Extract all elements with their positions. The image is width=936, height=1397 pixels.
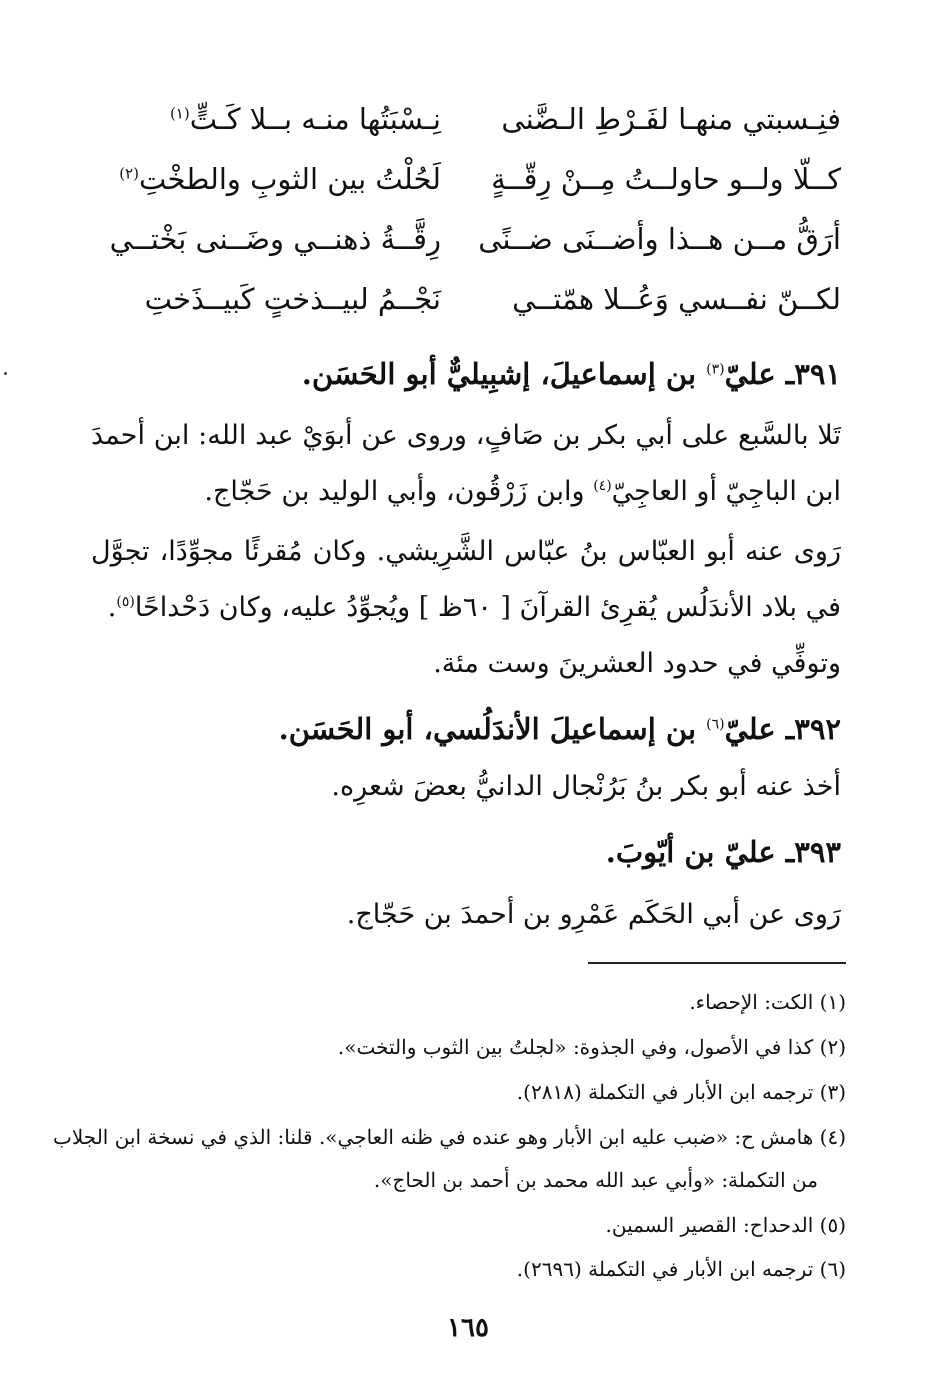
- hemistich-text: لَحُلْتُ بين الثوبِ والطخْتِ: [139, 162, 441, 196]
- verse-first-hemistich: لكــنّ نفــسي وَعُــلا همّتــي: [512, 282, 841, 316]
- hemistich-text: نِـسْبَتُها منـه بــلا كَـتٍّ: [189, 102, 441, 136]
- verse-first-hemistich: فنِـسبتي منهـا لفَـرْطِ الـضَّنى: [501, 102, 841, 136]
- footnote-4: (٤) هامش ح: «ضبب عليه ابن الأبار وهو عنده في ظنه العاجي». قلنا: الذي في نسخة ابن الجلاب: [53, 1125, 846, 1149]
- footnote-marker[interactable]: (١): [169, 104, 190, 123]
- footnote-marker[interactable]: (٢): [119, 164, 139, 183]
- entry-393-text: رَوى عن أبي الحَكَم عَمْرِو بن أحمدَ بن حَجّاج.: [346, 899, 841, 930]
- entry-391-title-rest: بن إسماعيلَ، إشبِيليٌّ أبو الحَسَن.: [301, 357, 707, 391]
- footnote-5: (٥) الدحداح: القصير السمين.: [605, 1213, 846, 1237]
- footnote-2: (٢) كذا في الأصول، وفي الجذوة: «لجلتُ بين الثوب والتخت».: [337, 1035, 846, 1059]
- footnote-marker[interactable]: (٣): [706, 361, 725, 378]
- poem-verse: [121, 95, 841, 155]
- entry-392-number-name: ٣٩٢ـ عليّ: [724, 712, 841, 746]
- entry-392-text: أخذ عنه أبو بكر بنُ بَرُنْجال الدانيُّ بعضَ شعرِه.: [331, 771, 841, 802]
- footnote-marker[interactable]: (٤): [593, 478, 612, 494]
- paragraph-text: وابن زَرْقُون، وأبي الوليد بن حَجّاج.: [204, 476, 594, 507]
- footnote-marker[interactable]: (٦): [706, 716, 725, 733]
- poem: [109, 95, 841, 335]
- scan-margin-mark: [4, 372, 7, 375]
- entry-393-heading: ٣٩٣ـ عليّ بن أيّوبَ.: [605, 835, 841, 869]
- poem-verse: [121, 155, 841, 215]
- footnote-4-continuation: من التكملة: «وأبي عبد الله محمد بن أحمد بن الحاج».: [373, 1168, 818, 1192]
- entry-391-heading: [302, 350, 841, 398]
- poem-verse: [121, 275, 841, 335]
- footnote-separator: [588, 962, 846, 964]
- verse-first-hemistich: أرَقُّ مــن هــذا وأضــنَى ضــنًى: [478, 222, 841, 256]
- verse-second-hemistich: رِقَّــةُ ذهنــي وضَــنى بَخْتــي: [109, 222, 441, 256]
- paragraph-text: تَلا بالسَّبع على أبي بكر بن صَافٍ، وروى عن أبوَيْ عبد الله: ابن أحمدَ ابن الباجِيّ أو العاجِيّ: [91, 420, 841, 507]
- entry-392-title-rest: بن إسماعيلَ الأندَلُسي، أبو الحَسَن.: [278, 712, 707, 746]
- verse-second-hemistich: [119, 155, 441, 203]
- page-number: ١٦٥: [447, 1313, 489, 1343]
- entry-391-number-name: ٣٩١ـ عليّ: [724, 357, 841, 391]
- entry-391-paragraph: [91, 408, 841, 520]
- footnote-6: (٦) ترجمه ابن الأبار في التكملة (٢٦٩٦).: [516, 1257, 846, 1281]
- footnote-3: (٣) ترجمه ابن الأبار في التكملة (٢٨١٨).: [516, 1080, 846, 1104]
- poem-verse: [109, 215, 841, 275]
- verse-second-hemistich: نَجْــمُ لبيــذختٍ كَبيــذَختِ: [144, 282, 441, 316]
- paragraph-text: .: [107, 592, 117, 623]
- verse-second-hemistich: [170, 95, 441, 143]
- entry-391-death-note: وتوفِّي في حدود العشرينَ وست مئة.: [433, 648, 841, 679]
- verse-first-hemistich: كــلّا ولــو حاولــتُ مِــنْ رِقّــةٍ: [491, 162, 841, 196]
- entry-392-heading: [279, 705, 841, 753]
- paragraph-text: رَوى عنه أبو العبّاس بنُ عبّاس الشَّرِيشي. وكان مُقرئًا مجوِّدًا، تجوَّل في بلاد الأندَلُس يُقرِئ القرآنَ [ ٦٠ظ ] ويُجوِّدُ عليه، وكان دَحْداحًا: [91, 536, 841, 623]
- entry-391-paragraph: [91, 524, 841, 636]
- footnote-marker[interactable]: (٥): [116, 594, 135, 610]
- footnote-1: (١) الكت: الإحصاء.: [689, 990, 846, 1014]
